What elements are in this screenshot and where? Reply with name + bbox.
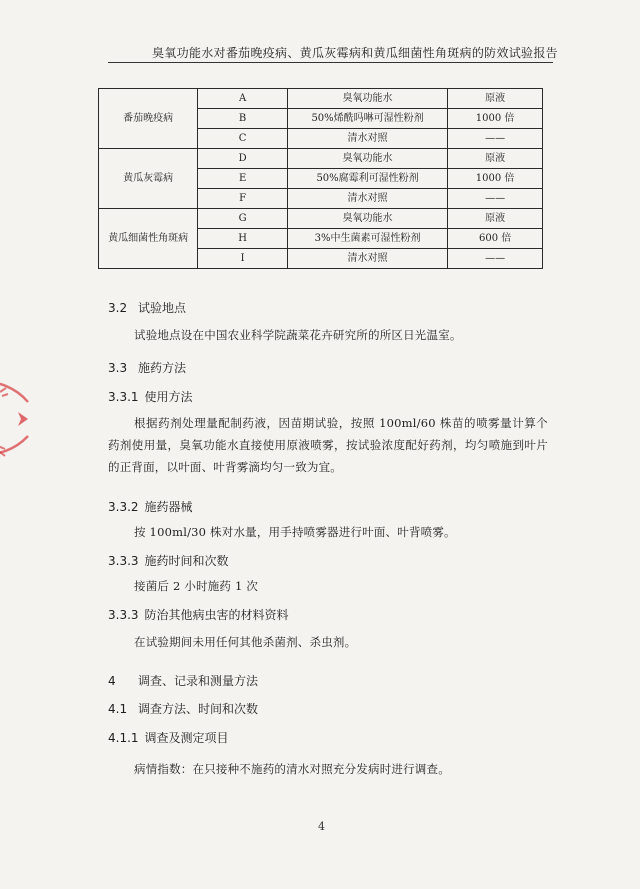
- paragraph-timing: 接菌后 2 小时施药 1 次: [134, 579, 259, 593]
- dose: 1000 倍: [448, 169, 543, 189]
- treatment-code: A: [198, 89, 288, 109]
- page-header-title: 臭氧功能水对番茄晚疫病、黄瓜灰霉病和黄瓜细菌性角斑病的防效试验报告: [152, 46, 558, 60]
- agent-name: 臭氧功能水: [287, 149, 447, 169]
- section-title: 施药方法: [138, 361, 187, 375]
- treatment-code: E: [198, 169, 288, 189]
- section-heading-4-1-1: [108, 729, 229, 746]
- section-heading-3-3: [108, 359, 186, 376]
- section-title: 调查、记录和测量方法: [138, 674, 259, 688]
- section-number: 4.1: [108, 702, 128, 716]
- section-heading-3-3-3-time: [108, 552, 229, 569]
- section-number: 4.1.1: [108, 731, 139, 745]
- section-title: 调查及测定项目: [144, 731, 229, 745]
- table-row: [99, 209, 543, 229]
- section-number: 3.3.1: [108, 390, 139, 404]
- section-title: 试验地点: [138, 301, 187, 315]
- disease-label: 黄瓜灰霉病: [99, 149, 198, 209]
- treatment-code: H: [198, 229, 288, 249]
- section-heading-3-3-3-other: [108, 606, 289, 623]
- section-title: 调查方法、时间和次数: [138, 702, 259, 716]
- treatment-code: F: [198, 189, 288, 209]
- treatment-code: B: [198, 109, 288, 129]
- agent-name: 清水对照: [287, 129, 447, 149]
- section-heading-3-2: [108, 299, 186, 316]
- dose: 原液: [448, 149, 543, 169]
- agent-name: 50%腐霉利可湿性粉剂: [287, 169, 447, 189]
- section-number: 3.3.2: [108, 500, 139, 514]
- dose: ——: [448, 129, 543, 149]
- section-heading-4-1: [108, 700, 258, 717]
- table-row: [99, 89, 543, 109]
- disease-label: 黄瓜细菌性角斑病: [99, 209, 198, 269]
- red-stamp-icon: [0, 372, 52, 468]
- paragraph-location: 试验地点设在中国农业科学院蔬菜花卉研究所的所区日光温室。: [134, 328, 462, 342]
- dose: 600 倍: [448, 229, 543, 249]
- header-divider: [108, 62, 553, 63]
- section-number: 4: [108, 674, 116, 688]
- dose: ——: [448, 189, 543, 209]
- section-title: 使用方法: [144, 390, 193, 404]
- dose: 原液: [448, 209, 543, 229]
- agent-name: 臭氧功能水: [287, 209, 447, 229]
- treatment-code: G: [198, 209, 288, 229]
- treatment-code: C: [198, 129, 288, 149]
- section-number: 3.3.3: [108, 608, 139, 622]
- section-heading-3-3-1: [108, 388, 193, 405]
- section-heading-4: [108, 672, 258, 689]
- dose: 1000 倍: [448, 109, 543, 129]
- dose: ——: [448, 249, 543, 269]
- section-number: 3.3.3: [108, 554, 139, 568]
- agent-name: 清水对照: [287, 249, 447, 269]
- dose: 原液: [448, 89, 543, 109]
- table-row: [99, 149, 543, 169]
- treatment-table: [98, 88, 543, 269]
- disease-label: 番茄晚疫病: [99, 89, 198, 149]
- page-number: 4: [318, 820, 325, 833]
- agent-name: 3%中生菌素可湿性粉剂: [287, 229, 447, 249]
- section-number: 3.2: [108, 301, 128, 315]
- agent-name: 50%烯酰吗啉可湿性粉剂: [287, 109, 447, 129]
- paragraph-usage-method: 根据药剂处理量配制药液，因苗期试验，按照 100ml/60 株苗的喷雾量计算个药剂使用量，臭氧功能水直接使用原液喷雾，按试验浓度配好药剂，均匀喷施到叶片的正背面，以叶面、叶背雾滴均匀一致为宜。: [108, 416, 548, 474]
- section-title: 施药器械: [144, 500, 193, 514]
- section-title: 施药时间和次数: [144, 554, 229, 568]
- paragraph-disease-index: 病情指数：在只接种不施药的清水对照充分发病时进行调查。: [134, 762, 450, 776]
- treatment-code: D: [198, 149, 288, 169]
- treatment-code: I: [198, 249, 288, 269]
- section-heading-3-3-2: [108, 498, 193, 515]
- paragraph-equipment: 按 100ml/30 株对水量，用手持喷雾器进行叶面、叶背喷雾。: [134, 525, 456, 539]
- agent-name: 臭氧功能水: [287, 89, 447, 109]
- section-number: 3.3: [108, 361, 128, 375]
- agent-name: 清水对照: [287, 189, 447, 209]
- paragraph-other-pesticides: 在试验期间未用任何其他杀菌剂、杀虫剂。: [134, 635, 357, 649]
- section-title: 防治其他病虫害的材料资料: [144, 608, 289, 622]
